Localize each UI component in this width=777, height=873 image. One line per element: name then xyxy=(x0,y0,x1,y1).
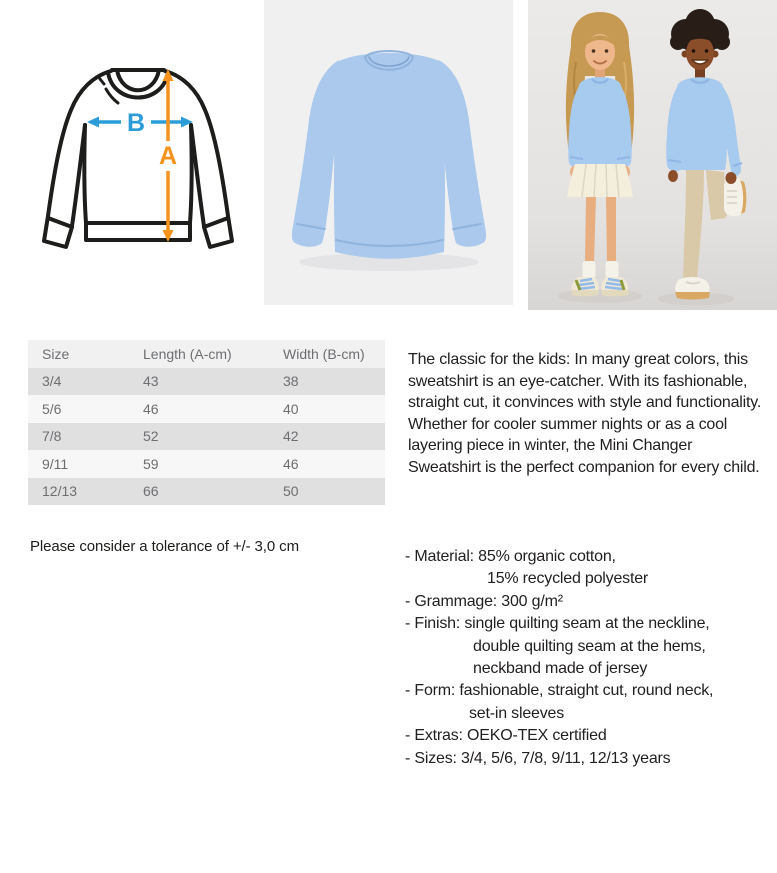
length-cell: 66 xyxy=(143,483,159,500)
length-cell: 43 xyxy=(143,373,159,390)
size-cell: 7/8 xyxy=(42,428,62,445)
detail-line-finish-cont: double quilting seam at the hems, xyxy=(473,637,706,655)
detail-line-material-cont: 15% recycled polyester xyxy=(487,570,649,588)
size-cell: 3/4 xyxy=(42,373,62,390)
detail-line-finish-cont: neckband made of jersey xyxy=(473,660,648,678)
size-cell: 12/13 xyxy=(42,483,78,500)
width-cell: 40 xyxy=(283,400,299,417)
detail-line-form: - Form: fashionable, straight cut, round neck, xyxy=(405,682,714,700)
length-arrow-a xyxy=(159,69,177,242)
length-cell: 46 xyxy=(143,400,159,417)
length-cell: 52 xyxy=(143,428,159,445)
product-details-list xyxy=(405,546,771,770)
detail-line-finish: - Finish: single quilting seam at the neckline, xyxy=(405,615,710,633)
detail-line-sizes: - Sizes: 3/4, 5/6, 7/8, 9/11, 12/13 years xyxy=(405,749,671,767)
girl-shadow xyxy=(558,289,642,303)
size-table-header-length: Length (A-cm) xyxy=(143,345,232,362)
measurement-diagram-image xyxy=(0,0,264,310)
size-table-header-size: Size xyxy=(42,345,70,362)
size-table-header-row xyxy=(28,340,385,368)
product-description: The classic for the kids: In many great colors, this sweatshirt is an eye-catcher. With its fashionable, straight cut, it convinces with style and functionality. Whether for cooler summer nights or as a cool layering piece in winter, the Mini Changer Sweatshirt is the perfect companion for every child. xyxy=(408,351,762,476)
table-row xyxy=(28,395,385,423)
table-row xyxy=(28,368,385,396)
detail-line-form-cont: set-in sleeves xyxy=(469,704,565,722)
width-cell: 46 xyxy=(283,455,299,472)
size-cell: 9/11 xyxy=(42,455,69,472)
width-arrow-b xyxy=(87,109,193,137)
table-row xyxy=(28,423,385,451)
length-label-a: A xyxy=(158,142,178,170)
sweatshirt-outline-drawing xyxy=(44,70,232,247)
width-cell: 42 xyxy=(283,428,299,445)
detail-line-extras: - Extras: OEKO-TEX certified xyxy=(405,727,607,745)
kids-model-photo xyxy=(528,0,777,310)
studio-background xyxy=(528,0,777,310)
tolerance-note: Please consider a tolerance of +/- 3,0 cm xyxy=(30,538,299,555)
raised-sneaker xyxy=(724,178,746,216)
size-table-header-width: Width (B-cm) xyxy=(283,345,365,362)
size-table xyxy=(28,340,385,505)
product-photo-flatlay xyxy=(264,0,513,305)
size-cell: 5/6 xyxy=(42,400,62,417)
table-row xyxy=(28,450,385,478)
length-cell: 59 xyxy=(143,455,159,472)
width-cell: 50 xyxy=(283,483,299,500)
flatlay-sweatshirt xyxy=(292,51,486,259)
width-label-b: B xyxy=(126,109,146,137)
standing-sneaker xyxy=(675,277,710,300)
detail-line-grammage: - Grammage: 300 g/m² xyxy=(405,592,563,610)
width-cell: 38 xyxy=(283,373,299,390)
table-row xyxy=(28,478,385,506)
detail-line-material: - Material: 85% organic cotton, xyxy=(405,548,616,565)
